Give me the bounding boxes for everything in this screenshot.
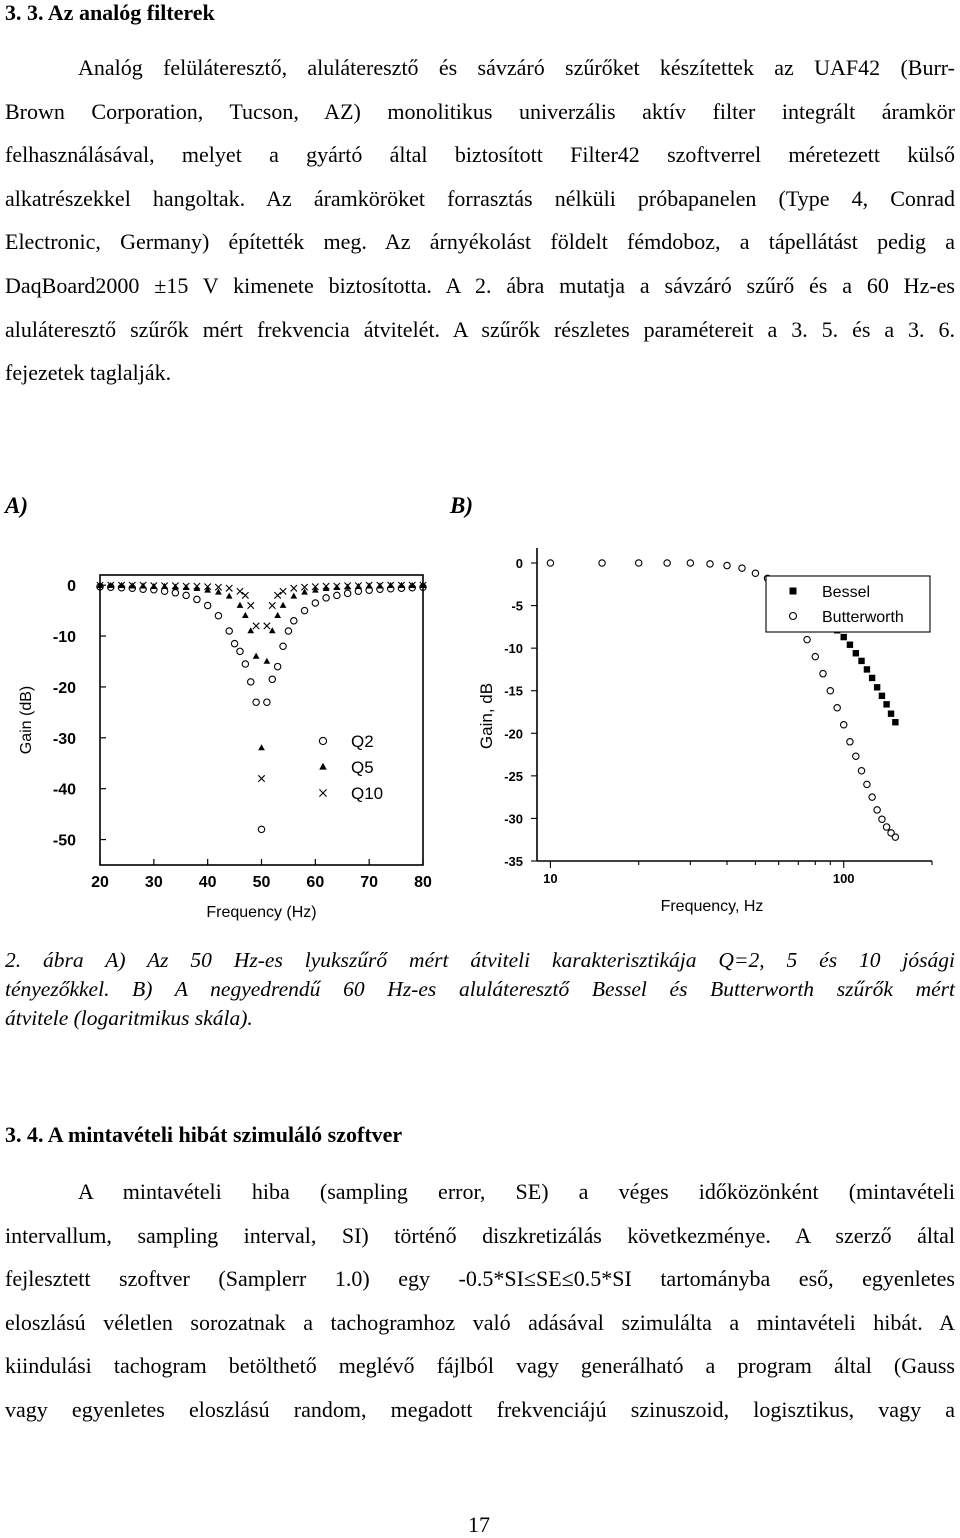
paragraph-line: A mintavételi hiba (sampling error, SE) a véges időközönként (mintavételi — [78, 1179, 955, 1204]
paragraph-line: alkatrészekkel hangoltak. Az áramköröket forrasztás nélküli próbapanelen (Type 4, Conrad — [5, 185, 955, 211]
y-axis-label: Gain (dB) — [18, 685, 35, 755]
data-point — [664, 560, 670, 566]
data-point — [253, 623, 259, 629]
x-tick-label: 80 — [414, 874, 432, 891]
y-tick-label: -30 — [52, 730, 76, 748]
data-point — [194, 596, 200, 602]
paragraph-line: fejlesztett szoftver (Samplerr 1.0) egy -0.5*SI≤SE≤0.5*SI tartományba eső, egyenletes — [5, 1266, 955, 1292]
data-point — [864, 781, 870, 787]
data-point — [280, 643, 286, 649]
section-heading-analog-filters: 3. 3. Az analóg filterek — [5, 0, 215, 25]
data-point — [285, 628, 291, 634]
data-point — [301, 607, 307, 613]
legend-entry: Butterworth — [822, 609, 904, 626]
data-point — [879, 693, 885, 699]
section-heading-sampling-software: 3. 4. A mintavételi hibát szimuláló szoftver — [5, 1122, 403, 1147]
data-point — [204, 602, 210, 608]
y-tick-label: -10 — [52, 629, 76, 647]
data-point — [237, 602, 244, 608]
data-point — [226, 628, 232, 634]
data-point — [226, 585, 232, 591]
legend-marker — [319, 789, 326, 796]
data-point — [253, 653, 260, 659]
data-point — [248, 679, 254, 685]
paragraph-line: Electronic, Germany) építették meg. Az árnyékolást földelt fémdoboz, a tápellátást pedig a — [5, 229, 955, 255]
data-point — [724, 562, 730, 568]
data-point — [269, 676, 275, 682]
data-point — [183, 592, 189, 598]
y-axis-label: Gain, dB — [477, 682, 496, 750]
data-point — [707, 561, 713, 567]
x-axis-label: Frequency, Hz — [660, 898, 764, 915]
data-point — [752, 570, 758, 576]
data-point — [858, 768, 864, 774]
y-tick-label: -40 — [52, 781, 76, 799]
data-point — [883, 701, 889, 707]
paragraph-line: felhasználásával, melyet a gyártó által biztosított Filter42 szoftverrel méretezett külső — [5, 142, 955, 168]
x-tick-label: 60 — [306, 874, 325, 891]
data-point — [547, 560, 553, 566]
paragraph-line: intervallum, sampling interval, SI) történő diszkretizálás következménye. A szerző által — [5, 1222, 955, 1248]
data-point — [172, 590, 178, 596]
data-point — [258, 775, 264, 781]
y-tick-label: -30 — [504, 811, 523, 827]
data-point — [274, 592, 280, 598]
paragraph-line: vagy egyenletes eloszlású random, megadott frekvenciájú szinuszoid, logisztikus, vagy a — [5, 1396, 955, 1422]
legend-marker — [790, 588, 797, 595]
data-point — [874, 684, 880, 690]
paragraph-analog-filters — [5, 46, 955, 395]
page-number: 17 — [468, 1512, 490, 1537]
figure-label-b: B) — [450, 493, 473, 518]
data-point — [280, 602, 287, 608]
legend-entry: Q10 — [351, 784, 384, 803]
data-point — [242, 592, 248, 598]
data-point — [355, 588, 361, 594]
data-point — [841, 722, 847, 728]
data-point — [312, 600, 318, 606]
data-point — [864, 666, 870, 672]
data-point — [264, 623, 270, 629]
x-tick-label: 70 — [360, 874, 379, 891]
data-point — [883, 824, 889, 830]
caption-line: átvitele (logaritmikus skála). — [5, 1006, 253, 1030]
chart-a-notch-filter — [5, 545, 443, 925]
data-point — [226, 593, 233, 599]
data-point — [636, 560, 642, 566]
legend-entry: Q2 — [351, 732, 374, 751]
legend-marker — [319, 763, 327, 770]
data-point — [892, 834, 898, 840]
data-point — [853, 753, 859, 759]
data-point — [242, 612, 249, 618]
data-point — [834, 705, 840, 711]
x-tick-label: 10 — [543, 871, 558, 886]
data-point — [274, 663, 280, 669]
plot-frame — [100, 575, 423, 865]
chart-b-lowpass-filters — [452, 528, 955, 925]
x-tick-label: 100 — [832, 871, 855, 886]
x-tick-label: 40 — [198, 874, 217, 891]
data-point — [827, 688, 833, 694]
data-point — [858, 658, 864, 664]
data-point — [334, 592, 340, 598]
y-tick-label: -20 — [504, 726, 523, 742]
data-point — [841, 634, 847, 640]
paragraph-line: DaqBoard2000 ±15 V kimenete biztosította. A 2. ábra mutatja a sávzáró szűrő és a 60 Hz-es — [5, 272, 955, 298]
data-point — [258, 826, 264, 832]
data-point — [874, 807, 880, 813]
paragraph-line: eloszlású véletlen sorozatnak a tachogramhoz való adásával szimulálta a mintavételi hibát. A — [5, 1309, 955, 1335]
data-point — [812, 653, 818, 659]
figure-caption — [5, 946, 955, 1033]
paragraph-line: fejezetek taglalják. — [5, 360, 172, 386]
data-point — [248, 602, 254, 608]
data-point — [847, 642, 853, 648]
data-point — [820, 670, 826, 676]
y-tick-label: -5 — [511, 598, 523, 614]
data-point — [237, 588, 243, 594]
data-point — [879, 816, 885, 822]
data-point — [269, 627, 276, 633]
data-point — [161, 588, 167, 594]
data-point — [869, 794, 875, 800]
data-point — [258, 744, 265, 750]
data-point — [888, 711, 894, 717]
data-point — [853, 650, 859, 656]
paragraph-sampling-software — [5, 1170, 955, 1432]
paragraph-line: Brown Corporation, Tucson, AZ) monolitikus univerzális aktív filter integrált áramkör — [5, 98, 955, 124]
paragraph-line: kiindulási tachogram betölthető meglévő fájlból vagy generálható a program által (Gauss — [5, 1353, 955, 1379]
data-point — [687, 560, 693, 566]
y-tick-label: -20 — [52, 679, 76, 697]
x-axis-label: Frequency (Hz) — [206, 904, 317, 921]
legend-marker — [319, 737, 326, 744]
data-point — [280, 588, 286, 594]
data-point — [242, 661, 248, 667]
x-tick-label: 30 — [144, 874, 163, 891]
y-tick-label: -25 — [504, 768, 523, 784]
data-point — [274, 612, 281, 618]
paragraph-line: Analóg felüláteresztő, aluláteresztő és sávzáró szűrőket készítettek az UAF42 (Burr- — [78, 55, 955, 80]
data-point — [264, 699, 270, 705]
y-tick-label: 0 — [515, 556, 523, 571]
y-tick-label: -35 — [504, 854, 523, 869]
legend-entry: Q5 — [351, 758, 374, 777]
data-point — [290, 593, 297, 599]
data-point — [869, 675, 875, 681]
data-point — [804, 636, 810, 642]
data-point — [892, 719, 898, 725]
data-point — [247, 627, 254, 633]
data-point — [269, 602, 275, 608]
data-point — [264, 658, 271, 664]
x-tick-label: 50 — [252, 874, 271, 891]
data-point — [344, 590, 350, 596]
data-point — [237, 648, 243, 654]
data-point — [215, 613, 221, 619]
data-point — [291, 585, 297, 591]
data-point — [231, 640, 237, 646]
y-tick-label: -15 — [504, 683, 523, 699]
series-q10 — [97, 582, 426, 782]
series-q5 — [97, 582, 427, 750]
y-tick-label: 0 — [67, 578, 76, 596]
data-point — [323, 595, 329, 601]
paragraph-line: aluláteresztő szűrők mért frekvencia átvitelét. A szűrők részletes paramétereit a 3. 5. és a 3. 6. — [5, 316, 955, 342]
x-tick-label: 20 — [91, 874, 109, 891]
data-point — [253, 699, 259, 705]
legend-entry: Bessel — [822, 584, 871, 601]
data-point — [599, 560, 605, 566]
data-point — [291, 618, 297, 624]
data-point — [847, 739, 853, 745]
y-tick-label: -50 — [52, 832, 76, 850]
figure-label-a: A) — [5, 493, 28, 518]
y-tick-label: -10 — [504, 641, 523, 657]
data-point — [739, 565, 745, 571]
caption-line: tényezőkkel. B) A negyedrendű 60 Hz-es aluláteresztő Bessel és Butterworth szűrők mért — [5, 977, 955, 1001]
caption-line: 2. ábra A) Az 50 Hz-es lyukszűrő mért átviteli karakterisztikája Q=2, 5 és 10 jósági — [5, 948, 955, 972]
